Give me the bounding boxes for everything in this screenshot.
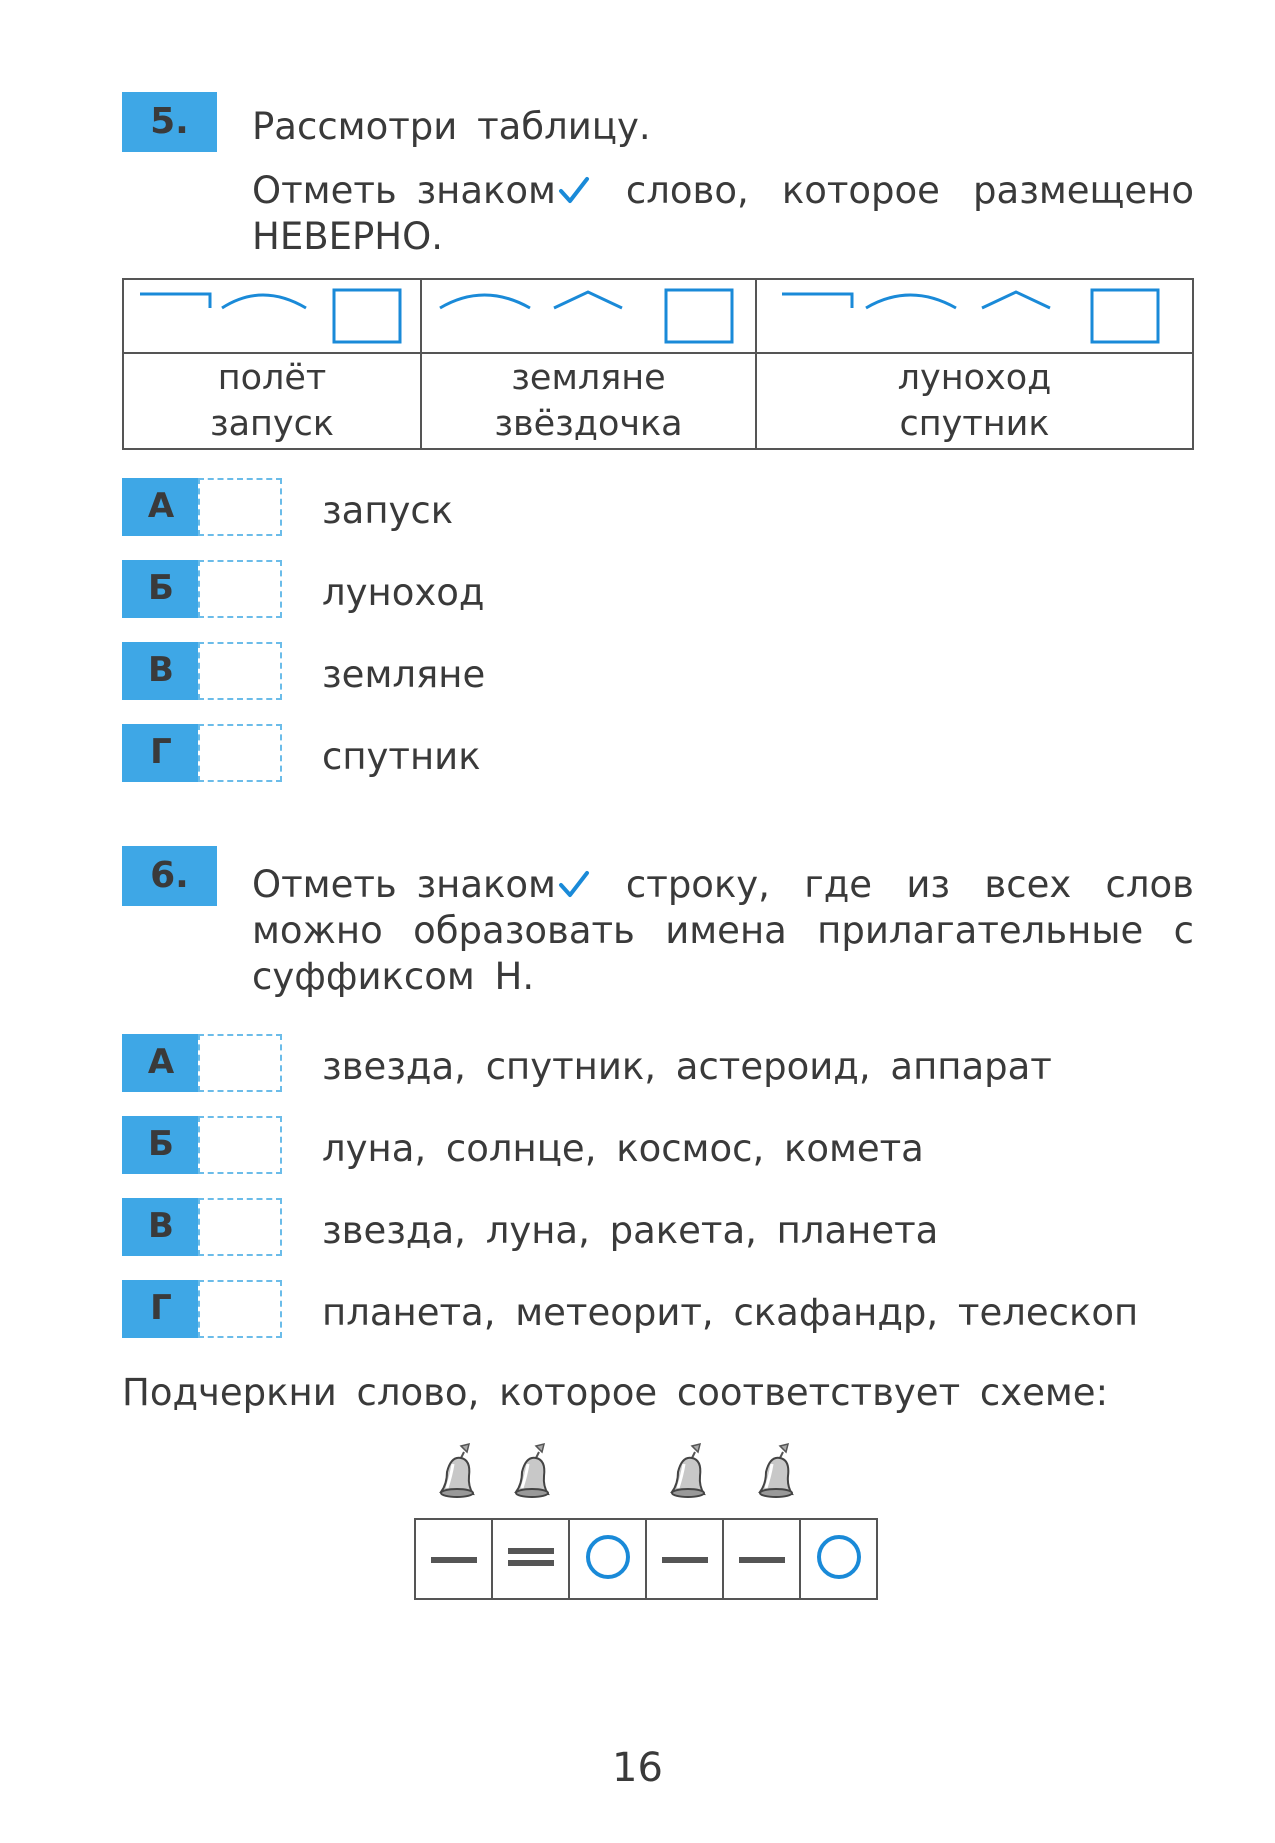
task5-option-d-checkbox[interactable]	[198, 724, 282, 782]
vowel-circle-icon	[583, 1532, 633, 1582]
scheme-cell-3	[756, 279, 1193, 353]
task6-option-c-checkbox[interactable]	[198, 1198, 282, 1256]
task6-option-b-checkbox[interactable]	[198, 1116, 282, 1174]
scheme-prefix-root-ending-icon	[124, 280, 420, 348]
task5-option-b-letter: Б	[122, 560, 200, 618]
task6-option-a-letter: А	[122, 1034, 200, 1092]
task5-instruction-line2	[252, 168, 1194, 213]
bell-icon	[508, 1442, 558, 1510]
soft-consonant-icon	[506, 1546, 556, 1568]
word-scheme-table	[122, 278, 1194, 450]
task6-line1-end: строку, где из всех слов	[625, 863, 1194, 906]
scheme-words-1	[123, 353, 421, 449]
task5-line2-end: слово, которое размещено	[625, 169, 1194, 212]
bell-icon	[664, 1442, 714, 1510]
hard-consonant-icon	[737, 1555, 787, 1565]
table-word: звёздочка	[494, 404, 683, 444]
task-number-5: 5.	[122, 92, 217, 152]
task5-line2-start: Отметь знаком	[252, 169, 556, 212]
task6-instruction-line3: суффиксом Н.	[252, 955, 535, 998]
scheme-cell-2	[421, 279, 756, 353]
soft-consonant-cell	[492, 1519, 569, 1599]
sound-scheme	[414, 1518, 878, 1600]
scheme-words-2	[421, 353, 756, 449]
vowel-cell	[569, 1519, 646, 1599]
task5-option-c-text: земляне	[322, 653, 486, 696]
hard-consonant-icon	[429, 1555, 479, 1565]
task6-option-b-text: луна, солнце, космос, комета	[322, 1127, 924, 1170]
task6-option-c-text: звезда, луна, ракета, планета	[322, 1209, 939, 1252]
table-word: спутник	[899, 404, 1050, 444]
hard-consonant-icon	[660, 1555, 710, 1565]
scheme-words-3	[756, 353, 1193, 449]
hard-consonant-cell	[415, 1519, 492, 1599]
hard-consonant-cell	[723, 1519, 800, 1599]
hard-consonant-cell	[646, 1519, 723, 1599]
task6-option-d-letter: Г	[122, 1280, 200, 1338]
scheme-cell-1	[123, 279, 421, 353]
task6-option-a-checkbox[interactable]	[198, 1034, 282, 1092]
table-word: земляне	[511, 358, 666, 398]
table-word: луноход	[897, 358, 1052, 398]
task5-option-c-letter: В	[122, 642, 200, 700]
task6-option-a-text: звезда, спутник, астероид, аппарат	[322, 1045, 1052, 1088]
task5-option-a-text: запуск	[322, 489, 454, 532]
task6-option-b-letter: Б	[122, 1116, 200, 1174]
task5-instruction-line3: НЕВЕРНО.	[252, 215, 443, 258]
task-number-6: 6.	[122, 846, 217, 906]
page-number: 16	[612, 1745, 663, 1791]
scheme-prefix-root-suffix-ending-icon	[760, 280, 1190, 348]
vowel-cell	[800, 1519, 877, 1599]
table-word: запуск	[209, 404, 335, 444]
bell-icon	[752, 1442, 802, 1510]
task5-option-b-text: луноход	[322, 571, 485, 614]
checkmark-icon	[556, 173, 592, 209]
underline-task-instruction: Подчеркни слово, которое соответствует схеме:	[122, 1371, 1109, 1414]
task5-instruction-line1: Рассмотри таблицу.	[252, 105, 651, 148]
task5-option-a-letter: А	[122, 478, 200, 536]
task6-line1-start: Отметь знаком	[252, 863, 556, 906]
table-word: полёт	[217, 358, 327, 398]
bell-icon	[433, 1442, 483, 1510]
checkmark-icon	[556, 867, 592, 903]
task5-option-a-checkbox[interactable]	[198, 478, 282, 536]
vowel-circle-icon	[814, 1532, 864, 1582]
task6-option-c-letter: В	[122, 1198, 200, 1256]
task6-option-d-text: планета, метеорит, скафандр, телескоп	[322, 1291, 1139, 1334]
task6-instruction-line1	[252, 862, 1194, 907]
task5-option-d-letter: Г	[122, 724, 200, 782]
task6-option-d-checkbox[interactable]	[198, 1280, 282, 1338]
scheme-root-suffix-ending-icon	[422, 280, 755, 348]
task5-option-b-checkbox[interactable]	[198, 560, 282, 618]
task6-instruction-line2: можно образовать имена прилагательные с	[252, 909, 1194, 952]
task5-option-c-checkbox[interactable]	[198, 642, 282, 700]
task5-option-d-text: спутник	[322, 735, 481, 778]
